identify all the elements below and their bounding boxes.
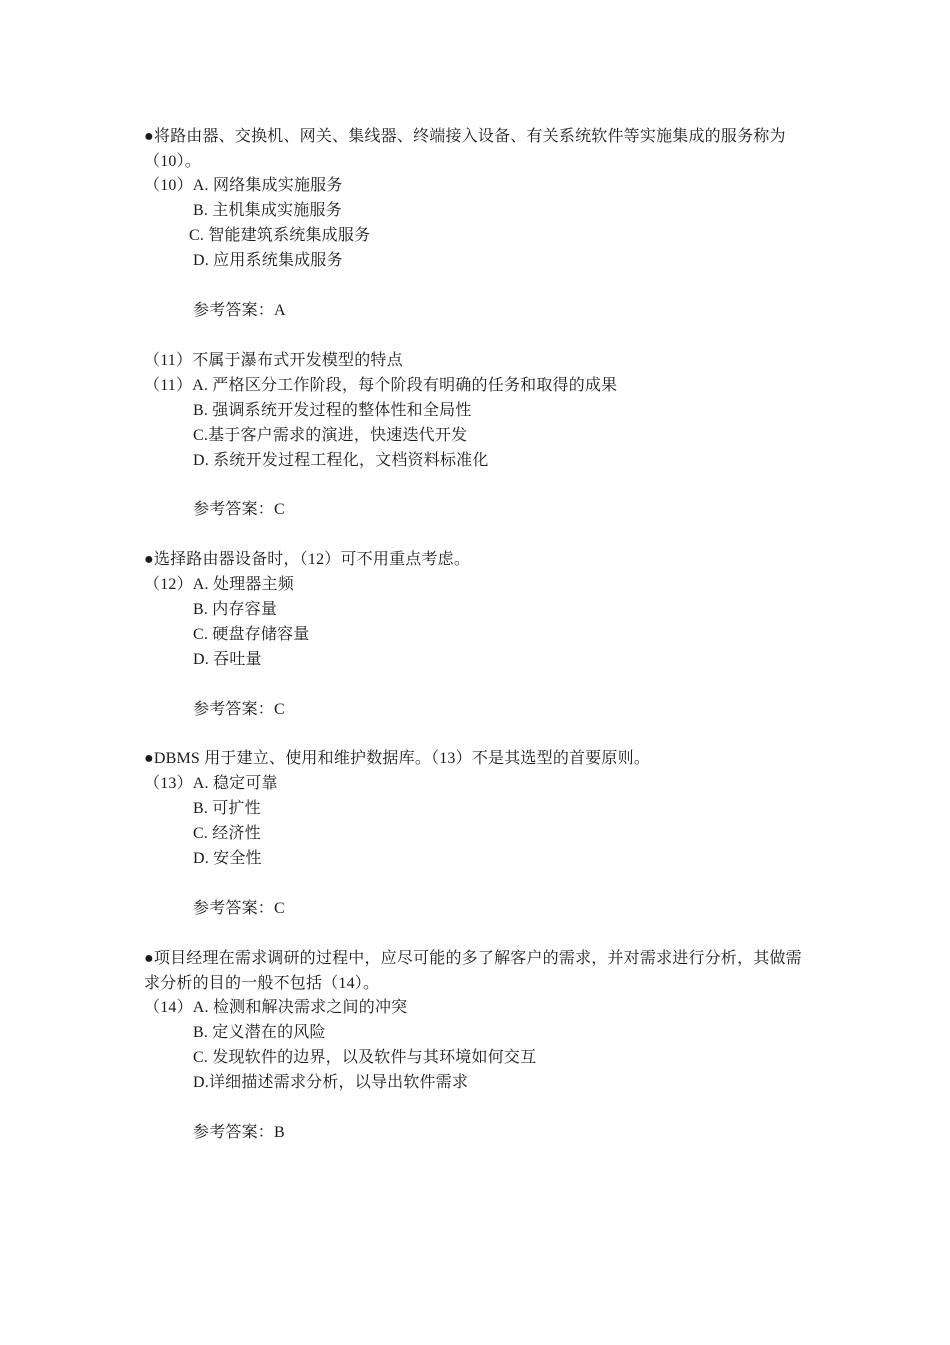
question-option: （13）A. 稳定可靠 [144, 775, 278, 792]
question-option: B. 主机集成实施服务 [193, 202, 342, 219]
question-option: D.详细描述需求分析，以导出软件需求 [193, 1074, 469, 1091]
question-stem: ●选择路由器设备时，（12）可不用重点考虑。 [144, 551, 471, 568]
reference-answer: 参考答案：C [193, 900, 285, 917]
question-stem: ●DBMS 用于建立、使用和维护数据库。（13）不是其选型的首要原则。 [144, 750, 651, 767]
reference-answer: 参考答案：C [193, 701, 285, 718]
question-option: D. 安全性 [193, 850, 262, 867]
question-option: D. 吞吐量 [193, 651, 262, 668]
question-option: （12）A. 处理器主频 [144, 576, 294, 593]
question-option: （14）A. 检测和解决需求之间的冲突 [144, 999, 408, 1016]
question-option: B. 可扩性 [193, 800, 261, 817]
question-option: D. 应用系统集成服务 [193, 252, 343, 269]
question-option: D. 系统开发过程工程化，文档资料标准化 [193, 452, 489, 469]
question-option: C. 智能建筑系统集成服务 [189, 227, 371, 244]
question-option: B. 强调系统开发过程的整体性和全局性 [193, 402, 472, 419]
question-stem: （11）不属于瀑布式开发模型的特点 [144, 352, 403, 369]
question-stem: ●项目经理在需求调研的过程中，应尽可能的多了解客户的需求，并对需求进行分析，其做需求分析的目的一般不包括（14）。 [144, 950, 802, 992]
question-option: B. 定义潜在的风险 [193, 1024, 326, 1041]
question-option: （10）A. 网络集成实施服务 [144, 177, 343, 194]
reference-answer: 参考答案：C [193, 501, 285, 518]
question-option: B. 内存容量 [193, 601, 278, 618]
question-option: C. 发现软件的边界，以及软件与其环境如何交互 [193, 1049, 537, 1066]
question-option: （11）A. 严格区分工作阶段，每个阶段有明确的任务和取得的成果 [144, 377, 618, 394]
question-stem: ●将路由器、交换机、网关、集线器、终端接入设备、有关系统软件等实施集成的服务称为（10）。 [144, 128, 786, 170]
reference-answer: 参考答案：B [193, 1124, 285, 1141]
question-option: C.基于客户需求的演进，快速迭代开发 [193, 427, 468, 444]
question-option: C. 硬盘存储容量 [193, 626, 310, 643]
question-option: C. 经济性 [193, 825, 261, 842]
reference-answer: 参考答案：A [193, 302, 286, 319]
